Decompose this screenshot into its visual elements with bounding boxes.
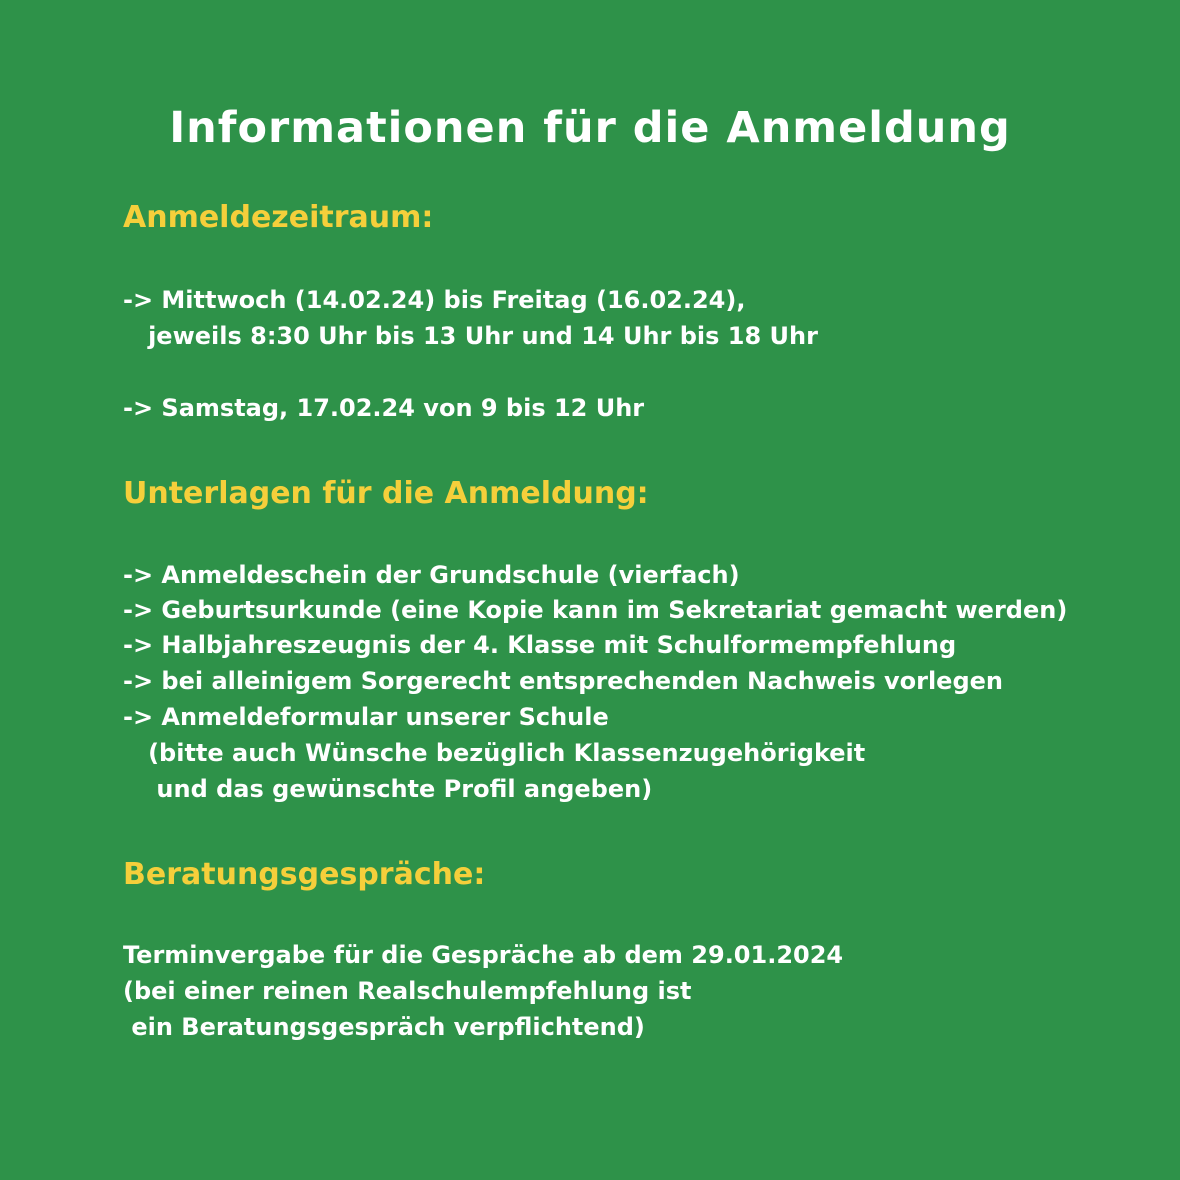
text-line: -> Samstag, 17.02.24 von 9 bis 12 Uhr <box>123 394 645 422</box>
text-line: (bitte auch Wünsche bezüglich Klassenzugehörigkeit <box>123 739 866 767</box>
text-line: -> Geburtsurkunde (eine Kopie kann im Sekretariat gemacht werden) <box>123 596 1068 624</box>
section-heading-beratungsgespraeche: Beratungsgespräche: <box>123 857 486 892</box>
text-line: -> bei alleinigem Sorgerecht entsprechenden Nachweis vorlegen <box>123 667 1003 695</box>
text-line: ein Beratungsgespräch verpflichtend) <box>123 1013 645 1041</box>
text-line: -> Halbjahreszeugnis der 4. Klasse mit Schulformempfehlung <box>123 631 957 659</box>
section-heading-unterlagen: Unterlagen für die Anmeldung: <box>123 476 649 511</box>
text-line: jeweils 8:30 Uhr bis 13 Uhr und 14 Uhr bis 18 Uhr <box>123 322 818 350</box>
text-line: -> Mittwoch (14.02.24) bis Freitag (16.02.24), <box>123 286 746 314</box>
text-line: -> Anmeldeschein der Grundschule (vierfach) <box>123 561 740 589</box>
text-line: (bei einer reinen Realschulempfehlung ist <box>123 977 692 1005</box>
text-line: -> Anmeldeformular unserer Schule <box>123 703 609 731</box>
text-line: und das gewünschte Profil angeben) <box>123 775 653 803</box>
section-heading-anmeldezeitraum: Anmeldezeitraum: <box>123 200 434 235</box>
text-line: Terminvergabe für die Gespräche ab dem 29.01.2024 <box>123 941 844 969</box>
page-title: Informationen für die Anmeldung <box>169 103 1011 153</box>
